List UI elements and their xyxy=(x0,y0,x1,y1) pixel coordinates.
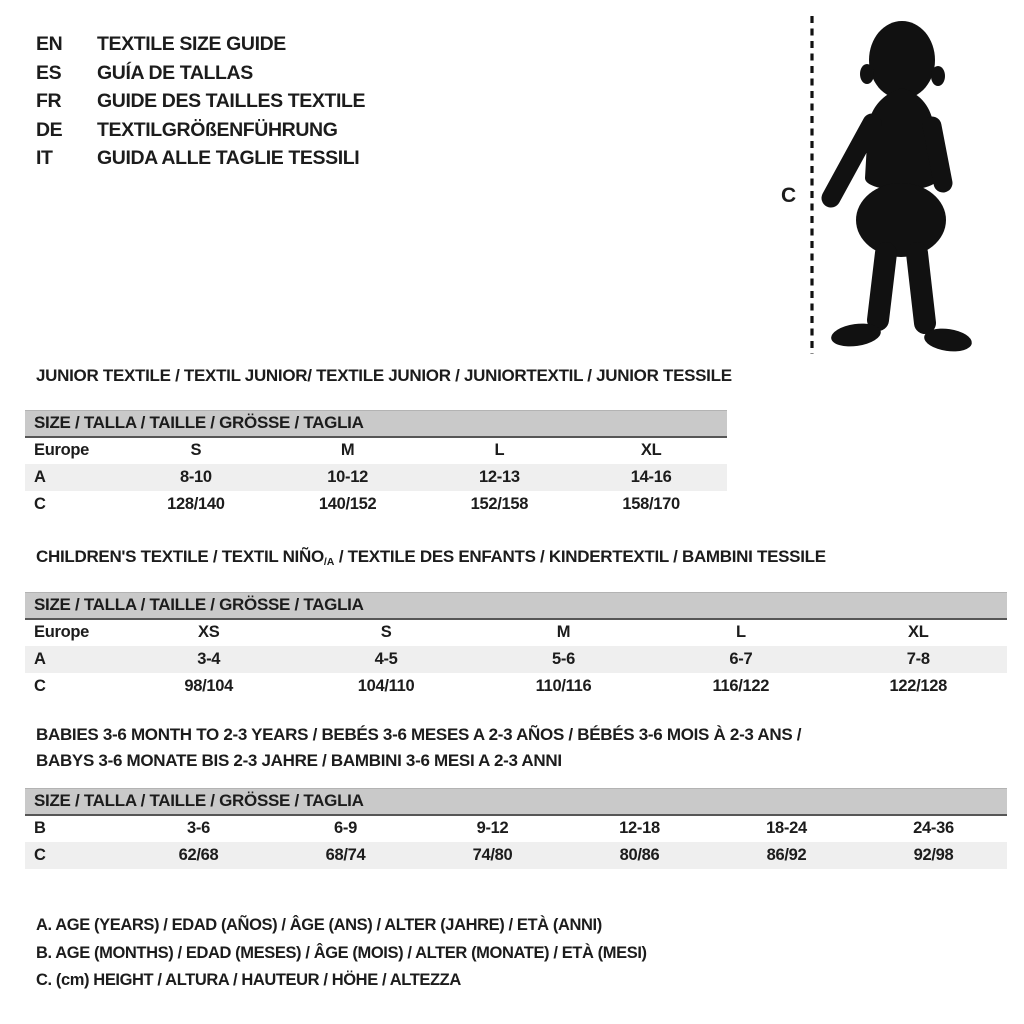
cell: 128/140 xyxy=(167,494,225,513)
lang-code: DE xyxy=(36,118,63,141)
row-label: C xyxy=(25,842,125,869)
cell: 122/128 xyxy=(889,676,948,695)
table-row xyxy=(25,842,1007,869)
height-line-label: C xyxy=(781,184,796,207)
cell: 86/92 xyxy=(713,842,860,869)
lang-code: IT xyxy=(36,147,53,170)
cell: M xyxy=(556,623,571,641)
cell: M xyxy=(340,441,355,459)
junior-section-heading: JUNIOR TEXTILE / TEXTIL JUNIOR/ TEXTILE JUNIOR / JUNIORTEXTIL / JUNIOR TESSILE xyxy=(36,366,732,385)
table-row xyxy=(25,491,727,518)
cell: 68/74 xyxy=(272,842,419,869)
cell: 116/122 xyxy=(712,676,770,695)
cell: 12-18 xyxy=(619,819,660,837)
cell: 18-24 xyxy=(766,819,807,837)
cell: 104/110 xyxy=(357,676,415,695)
table-header-row xyxy=(25,411,727,437)
lang-row-en xyxy=(36,30,365,59)
lang-code: EN xyxy=(36,33,63,55)
cell: S xyxy=(190,441,202,459)
cell: 98/104 xyxy=(184,676,234,695)
cell: XL xyxy=(908,623,929,641)
lang-title: TEXTILGRÖßENFÜHRUNG xyxy=(97,118,338,141)
heading-line-1: BABIES 3-6 MONTH TO 2-3 YEARS / BEBÉS 3-6 MESES A 2-3 AÑOS / BÉBÉS 3-6 MOIS À 2-3 ANS / xyxy=(36,725,802,744)
cell: 24-36 xyxy=(913,819,954,837)
table-header-row xyxy=(25,593,1007,619)
cell: 5-6 xyxy=(475,646,652,673)
lang-title: GUIDA ALLE TAGLIE TESSILI xyxy=(97,147,360,170)
cell: 110/116 xyxy=(535,676,592,695)
table-row xyxy=(25,619,1007,646)
baby-silhouette-icon xyxy=(798,8,998,358)
row-label: Europe xyxy=(34,441,90,459)
table-row xyxy=(25,673,1007,700)
heading-text: CHILDREN'S TEXTILE / TEXTIL NIÑO xyxy=(36,547,324,566)
cell: 74/80 xyxy=(419,842,566,869)
cell: 14-16 xyxy=(575,464,727,491)
note-c: C. (cm) HEIGHT / ALTURA / HAUTEUR / HÖHE / ALTEZZA xyxy=(36,971,461,989)
cell: L xyxy=(494,441,505,459)
cell: 6-9 xyxy=(334,819,357,837)
heading-subscript: /A xyxy=(323,555,335,568)
cell: L xyxy=(735,623,746,641)
lang-row-it xyxy=(36,144,365,173)
table-row xyxy=(25,646,1007,673)
lang-title: GUÍA DE TALLAS xyxy=(97,61,253,84)
children-section-heading xyxy=(36,547,826,568)
lang-row-es xyxy=(36,59,365,88)
row-label: C xyxy=(34,494,46,513)
cell: 140/152 xyxy=(318,494,377,513)
lang-row-fr xyxy=(36,87,365,116)
cell: 7-8 xyxy=(830,646,1007,673)
language-title-list xyxy=(36,30,365,173)
cell: 9-12 xyxy=(476,819,509,837)
lang-row-de xyxy=(36,116,365,145)
cell: 6-7 xyxy=(652,646,829,673)
table-header-row xyxy=(25,789,1007,815)
cell: 4-5 xyxy=(297,646,474,673)
cell: 80/86 xyxy=(566,842,713,869)
lang-title: TEXTILE SIZE GUIDE xyxy=(97,33,286,55)
row-label: A xyxy=(25,464,120,491)
cell: S xyxy=(380,623,392,641)
row-label: A xyxy=(25,646,120,673)
note-a: A. AGE (YEARS) / EDAD (AÑOS) / ÂGE (ANS) / ALTER (JAHRE) / ETÀ (ANNI) xyxy=(36,916,602,934)
babies-section-heading xyxy=(36,722,801,774)
row-label: Europe xyxy=(34,623,90,641)
row-label: C xyxy=(34,676,46,695)
table-header-label: SIZE / TALLA / TAILLE / GRÖSSE / TAGLIA xyxy=(25,411,727,437)
babies-size-table xyxy=(25,788,1007,869)
table-header-label: SIZE / TALLA / TAILLE / GRÖSSE / TAGLIA xyxy=(25,593,1007,619)
cell: 12-13 xyxy=(424,464,576,491)
cell: XL xyxy=(640,441,662,459)
lang-code: FR xyxy=(36,90,62,113)
cell: 152/158 xyxy=(470,494,529,513)
lang-code: ES xyxy=(36,61,62,84)
cell: 62/68 xyxy=(125,842,272,869)
junior-size-table xyxy=(25,410,727,518)
table-row xyxy=(25,437,727,464)
cell: 158/170 xyxy=(622,494,680,513)
cell: 92/98 xyxy=(860,842,1007,869)
table-header-label: SIZE / TALLA / TAILLE / GRÖSSE / TAGLIA xyxy=(25,789,1007,815)
cell: XS xyxy=(197,623,220,641)
cell: 8-10 xyxy=(120,464,272,491)
heading-line-2: BABYS 3-6 MONATE BIS 2-3 JAHRE / BAMBINI 3-6 MESI A 2-3 ANNI xyxy=(36,751,562,770)
heading-text: / TEXTILE DES ENFANTS / KINDERTEXTIL / BAMBINI TESSILE xyxy=(334,547,826,566)
note-b: B. AGE (MONTHS) / EDAD (MESES) / ÂGE (MOIS) / ALTER (MONATE) / ETÀ (MESI) xyxy=(36,943,647,962)
table-row xyxy=(25,464,727,491)
legend-notes xyxy=(36,912,647,995)
lang-title: GUIDE DES TAILLES TEXTILE xyxy=(97,90,366,113)
children-size-table xyxy=(25,592,1007,700)
cell: 10-12 xyxy=(272,464,424,491)
cell: 3-6 xyxy=(187,819,210,837)
cell: 3-4 xyxy=(120,646,297,673)
row-label: B xyxy=(34,819,46,837)
table-row xyxy=(25,815,1007,842)
